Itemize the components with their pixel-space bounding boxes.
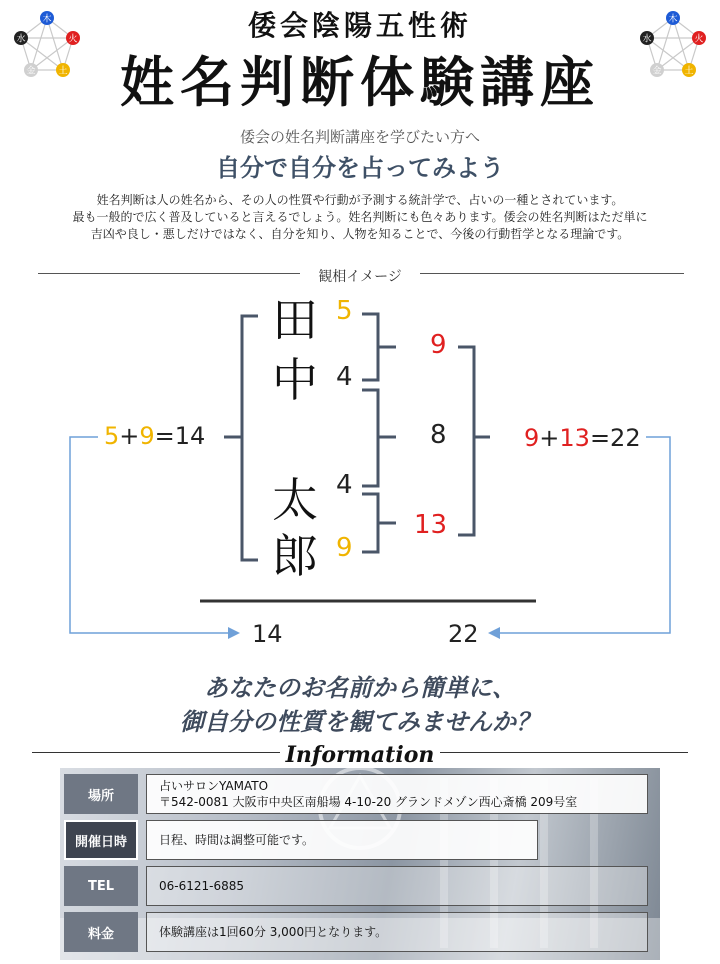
info-row-schedule	[64, 820, 648, 860]
section-label: 観相イメージ	[300, 266, 420, 286]
main-bracket	[242, 316, 258, 560]
bracket-bottom	[362, 494, 378, 552]
left-arrow-line	[70, 437, 230, 633]
info-label: 開催日時	[64, 820, 138, 860]
info-label: TEL	[64, 866, 138, 906]
info-value-tel	[146, 866, 648, 906]
stroke-count-4: 9	[336, 533, 353, 563]
location-name: 占いサロンYAMATO	[159, 779, 269, 793]
element-label: 土	[58, 66, 68, 77]
formula-term: 9	[139, 422, 155, 450]
name-char-2: 中	[272, 353, 318, 407]
name-char-4: 郎	[272, 529, 318, 583]
five-elements-emblem-left	[6, 6, 88, 88]
name-analysis-diagram	[0, 290, 720, 650]
schedule-text: 日程、時間は調整可能です。	[159, 833, 315, 847]
stroke-count-2: 4	[336, 362, 353, 392]
page-title: 姓名判断体験講座	[120, 50, 600, 114]
element-label: 金	[652, 66, 662, 77]
formula-term: 13	[559, 424, 590, 452]
right-arrow-line	[498, 437, 670, 633]
info-label: 場所	[64, 774, 138, 814]
description-line: 姓名判断は人の姓名から、その人の性質や行動が予測する統計学で、占いの一種とされています。	[96, 193, 624, 207]
element-label: 木	[668, 14, 678, 25]
formula-result: 14	[174, 422, 206, 450]
info-value-location	[146, 774, 648, 814]
left-formula: 5+9=14	[104, 422, 206, 450]
bracket-top	[362, 314, 378, 380]
element-label: 土	[684, 66, 694, 77]
element-label: 水	[642, 34, 652, 45]
cta-line-2: 御自分の性質を観てみませんか？	[180, 708, 540, 736]
element-label: 金	[26, 66, 36, 77]
element-label: 水	[16, 34, 26, 45]
element-label: 火	[68, 34, 78, 45]
info-row-fee	[64, 912, 648, 952]
stroke-count-3: 4	[336, 470, 353, 500]
sum-middle: 8	[430, 420, 447, 450]
description-line: 最も一般的で広く普及していると言えるでしょう。姓名判断にも色々あります。倭会の姓名判断はただ単に	[72, 210, 648, 224]
formula-result: 22	[610, 424, 641, 452]
description-line: 吉凶や良し・悪しだけではなく、自分を知り、人物を知ることで、今後の行動哲学となる理論です。	[90, 227, 630, 241]
tel-number: 06-6121-6885	[159, 879, 245, 893]
intro-headline: 自分で自分を占ってみよう	[216, 154, 504, 182]
arrow-left-icon	[488, 627, 500, 639]
intro-description	[30, 192, 690, 243]
element-label: 火	[694, 34, 704, 45]
bracket-middle	[362, 390, 378, 486]
bracket-outer	[458, 347, 474, 535]
info-title	[0, 742, 720, 768]
result-left: 14	[252, 620, 283, 648]
name-char-1: 田	[272, 293, 318, 347]
info-value-fee	[146, 912, 648, 952]
intro-lead: 倭会の姓名判断講座を学びたい方へ	[239, 128, 480, 146]
location-address: 〒542-0081 大阪市中央区南船場 4-10-20 グランドメゾン西心斎橋 209号室	[159, 795, 578, 809]
fee-text: 体験講座は1回60分 3,000円となります。	[159, 925, 388, 939]
five-elements-emblem-right	[632, 6, 714, 88]
info-row-location	[64, 774, 648, 814]
formula-term: 9	[524, 424, 540, 452]
header-subtitle: 倭会陰陽五性術	[247, 9, 472, 42]
formula-term: 5	[104, 422, 120, 450]
name-char-3: 太	[272, 473, 318, 527]
right-formula: 9+13=22	[524, 424, 641, 452]
sum-top: 9	[430, 330, 447, 360]
result-right: 22	[448, 620, 479, 648]
cta-line-1: あなたのお名前から簡単に、	[204, 674, 516, 702]
arrow-right-icon	[228, 627, 240, 639]
info-row-tel	[64, 866, 648, 906]
info-value-schedule	[146, 820, 538, 860]
info-title-text: Information	[280, 742, 441, 768]
stroke-count-1: 5	[336, 296, 353, 326]
sum-bottom: 13	[414, 510, 448, 540]
element-label: 木	[42, 14, 52, 25]
info-label: 料金	[64, 912, 138, 952]
